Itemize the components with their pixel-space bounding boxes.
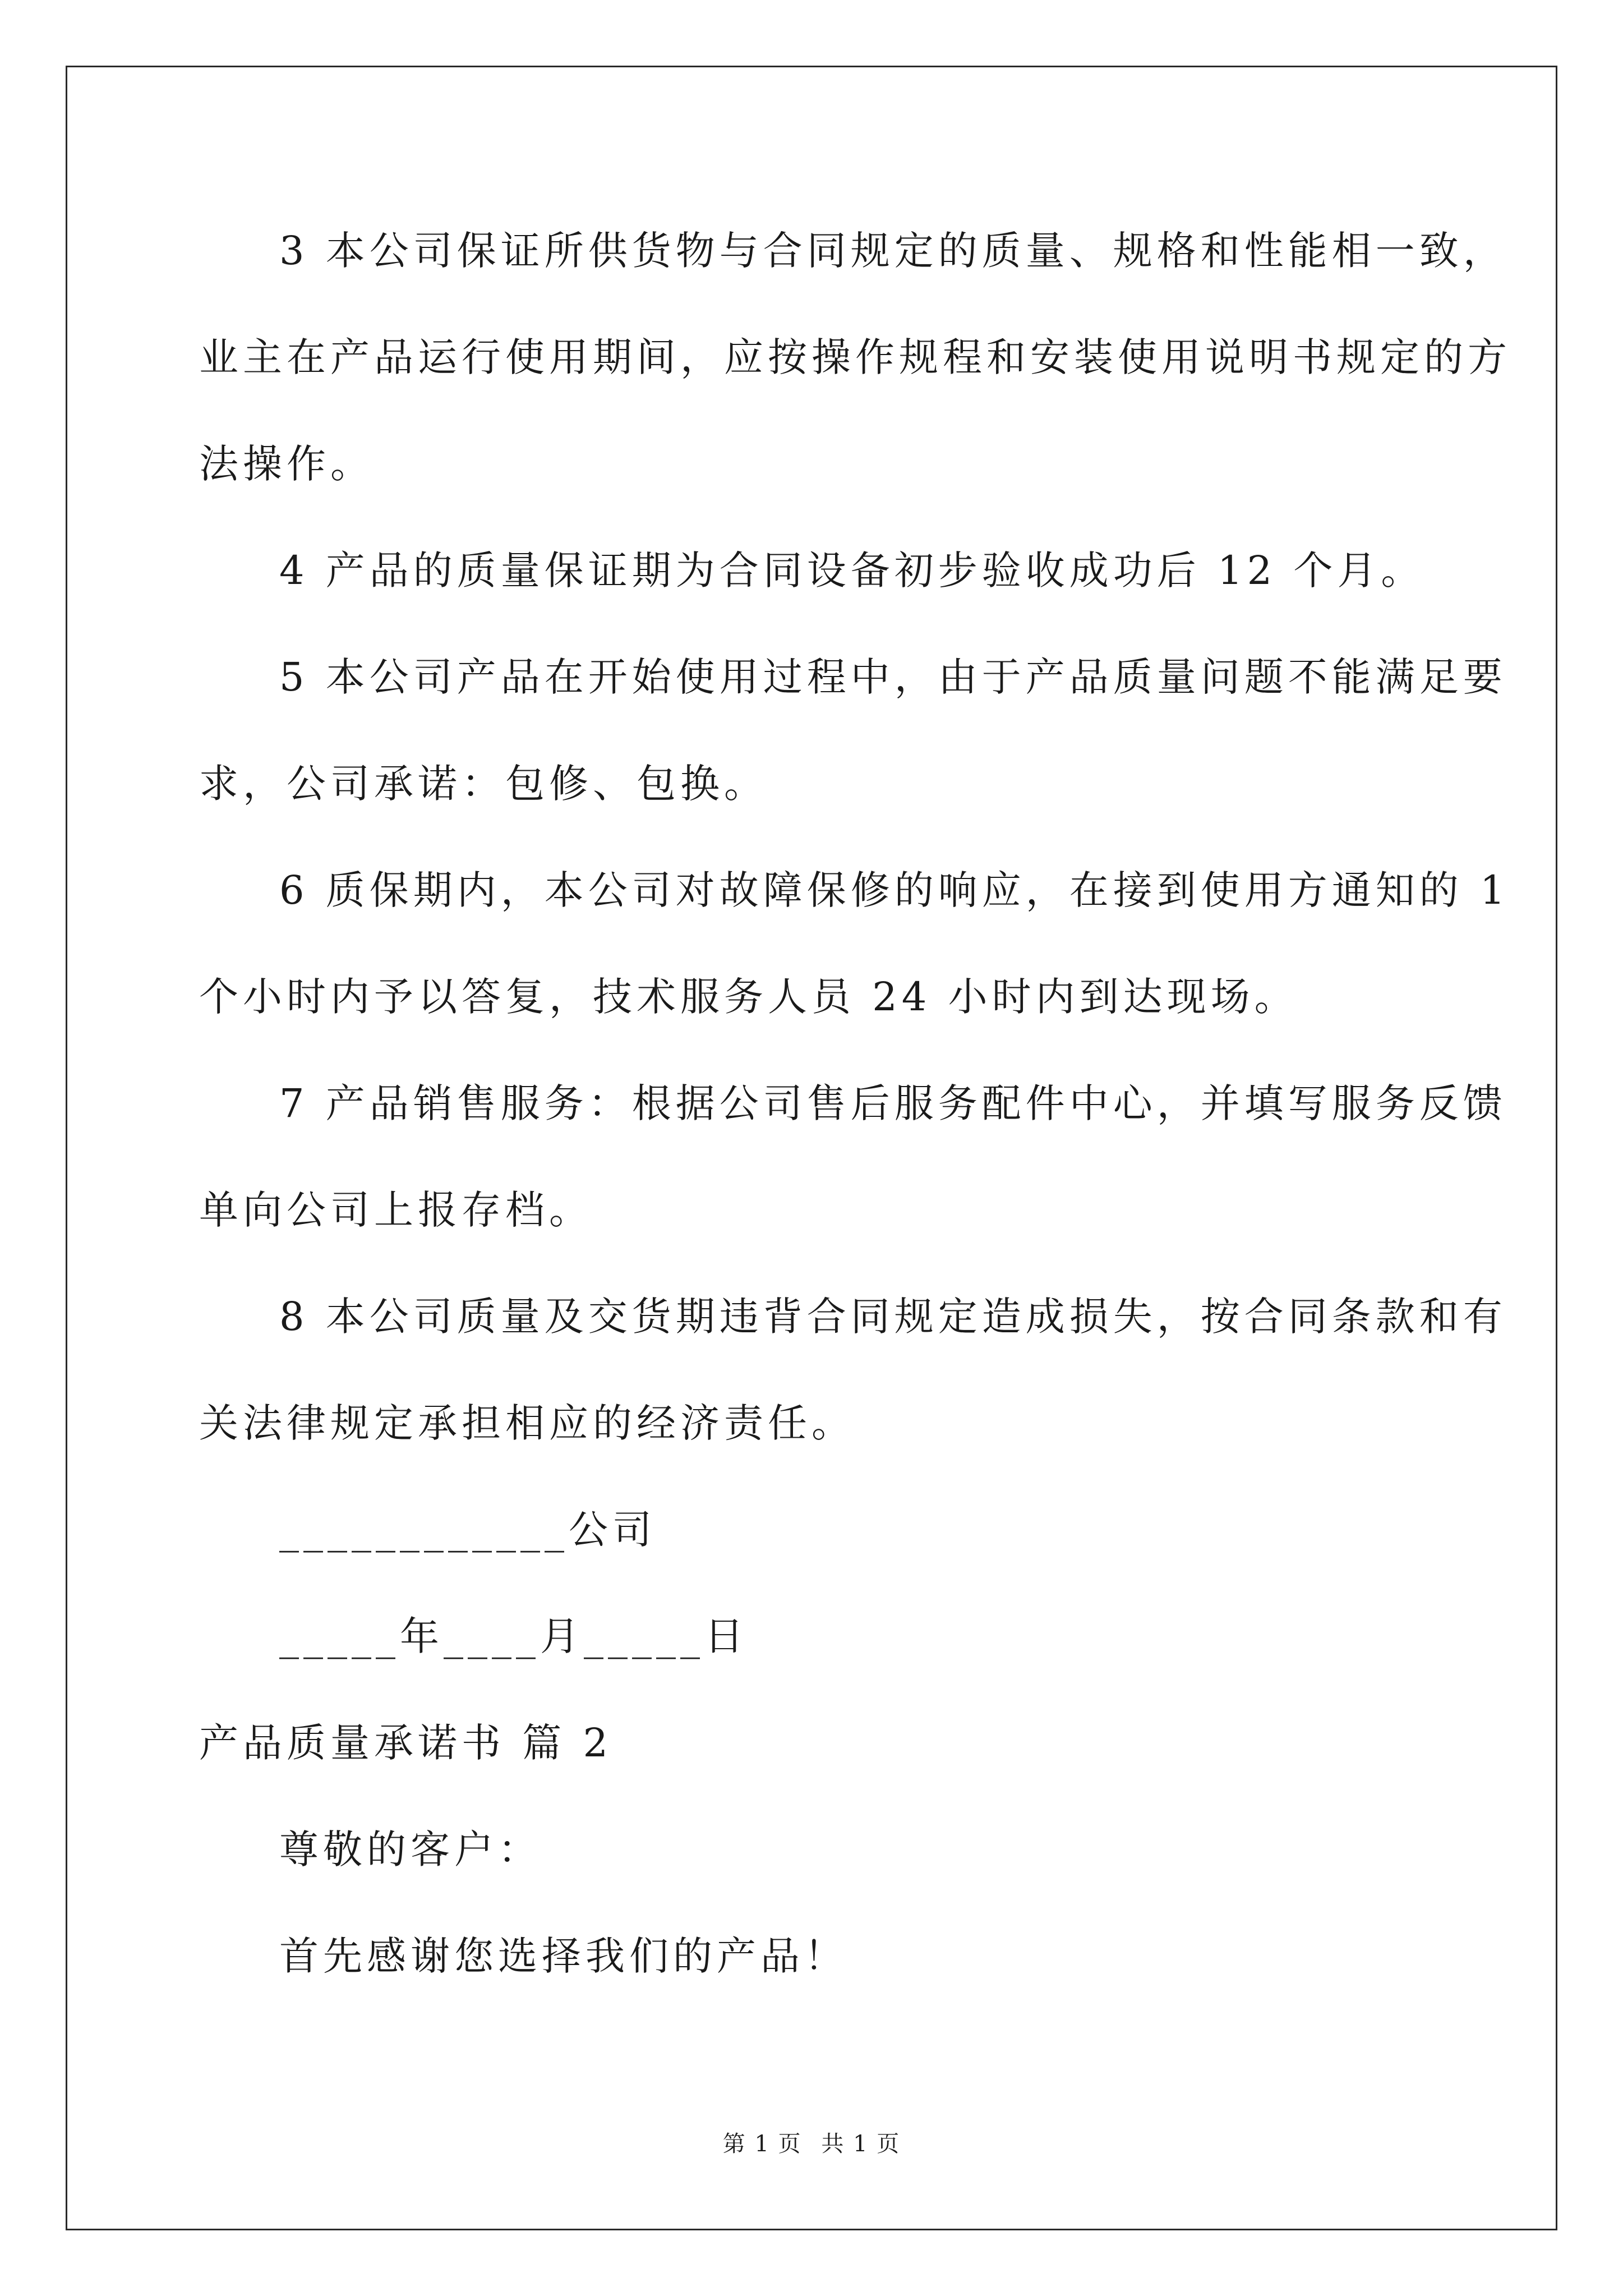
paragraph-6-line-1: 6 质保期内，本公司对故障保修的响应，在接到使用方通知的 1 [279, 867, 1510, 913]
paragraph-6-line-2: 个小时内予以答复，技术服务人员 24 小时内到达现场。 [199, 974, 1298, 1020]
page-total: 共 1 页 [821, 2131, 901, 2157]
paragraph-5-line-1: 5 本公司产品在开始使用过程中，由于产品质量问题不能满足要 [279, 654, 1507, 700]
signature-company-line: ____________公司 [279, 1507, 656, 1553]
paragraph-7-line-2: 单向公司上报存档。 [199, 1187, 593, 1233]
section-heading: 产品质量承诺书 篇 2 [199, 1720, 613, 1766]
paragraph-3-line-2: 业主在产品运行使用期间，应按操作规程和安装使用说明书规定的方 [199, 334, 1511, 380]
page-border [66, 66, 1557, 2230]
opening-sentence: 首先感谢您选择我们的产品！ [279, 1933, 848, 1979]
paragraph-5-line-2: 求，公司承诺：包修、包换。 [199, 761, 768, 807]
paragraph-3-line-1: 3 本公司保证所供货物与合同规定的质量、规格和性能相一致， [279, 228, 1507, 274]
page-number: 第 1 页 [722, 2131, 802, 2157]
salutation: 尊敬的客户： [279, 1826, 542, 1872]
paragraph-7-line-1: 7 产品销售服务：根据公司售后服务配件中心，并填写服务反馈 [279, 1080, 1507, 1126]
page-footer [0, 2126, 1623, 2158]
paragraph-4: 4 产品的质量保证期为合同设备初步验收成功后 12 个月。 [279, 547, 1425, 593]
paragraph-3-line-3: 法操作。 [199, 441, 374, 487]
paragraph-8-line-1: 8 本公司质量及交货期违背合同规定造成损失，按合同条款和有 [279, 1294, 1507, 1340]
paragraph-8-line-2: 关法律规定承担相应的经济责任。 [199, 1400, 855, 1446]
signature-date-line: _____年____月_____日 [279, 1613, 748, 1659]
